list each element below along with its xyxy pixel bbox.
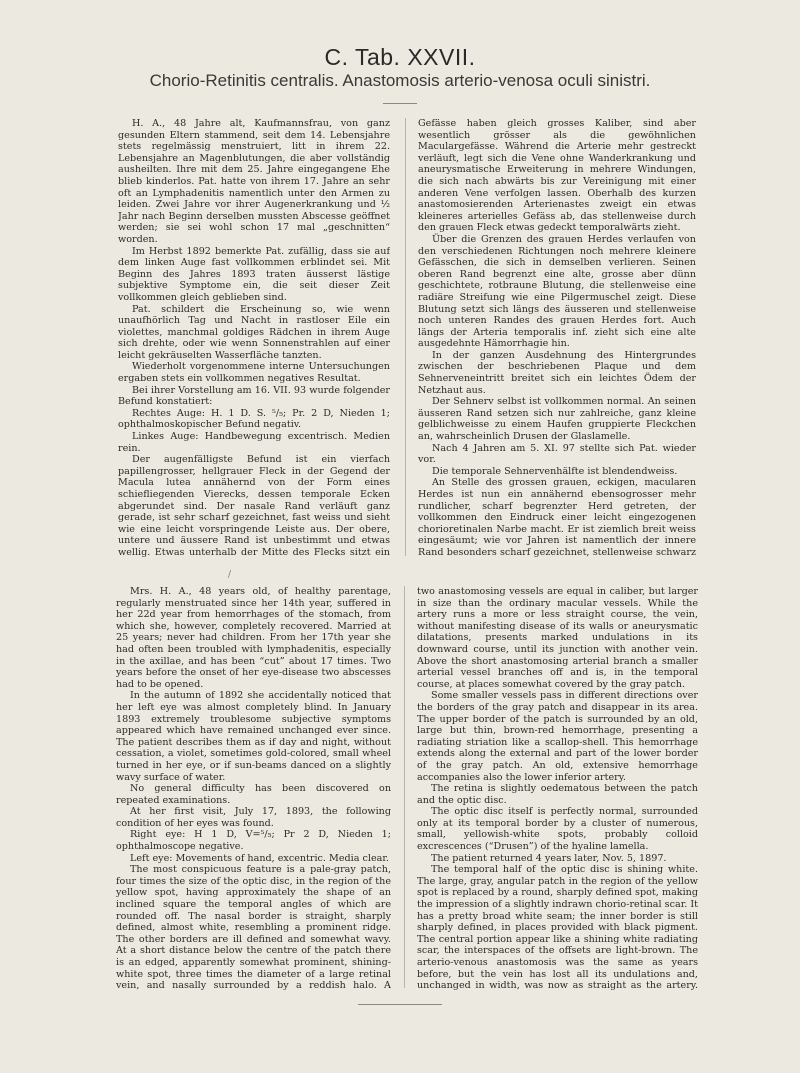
paragraph: In the autumn of 1892 she accidentally noticed that her left eye was almost completely blind. In January 1893 extremely troublesome subjective symptoms appeared which have remained unchanged ever since. The patient describes them as if day and night, without cessation, a violet, sometimes gold-colored, small wheel turned in her eye, or if sun-beams danced on a slightly wavy surface of water. (116, 690, 391, 783)
paragraph: Bei ihrer Vorstellung am 16. VII. 93 wurde folgender Befund konstatiert: (118, 384, 390, 408)
paragraph: The most conspicuous feature is a pale-gray patch, four times the size of the optic disc, in the region of the yellow spot, having approximately the shape of an inclined square the temporal angles of which are rounded off. The nasal border is straight, sharply defined, almost white, resembling a prominent ridge. The other borders are ill defined and somewhat wavy. At a short distance below the centre of the patch there is an edged, apparently somewhat prominent, shining-white spot, three times the diameter of a large retinal vein, and nasally surrounded by a reddish halo. A (116, 864, 391, 990)
plate-title: C. Tab. XXVII. (324, 44, 476, 70)
paragraph: Some smaller vessels pass in different directions over the borders of the gray patch and disappear in its area. The upper border of the patch is surrounded by an old, large but thin, brown-red hemorrhage, presenting a radiating striation like a scallop-shell. This hemorrhage extends along the external and part of the lower border of the gray patch. An old, extensive hemorrhage accompanies also the lower inferior artery. (417, 690, 698, 783)
footer-rule (358, 1004, 442, 1005)
german-left-column (118, 118, 390, 558)
paragraph: The patient returned 4 years later, Nov. 5, 1897. (431, 852, 667, 864)
paragraph: H. A., 48 Jahre alt, Kaufmannsfrau, von ganz gesunden Eltern stammend, seit dem 14. Lebensjahre stets regelmässig menstruiert, litt in ihrem 22. Lebensjahre an Magenblutungen, die aber vollständig ausheilten. Ihre mit dem 25. Jahre eingegangene Ehe blieb kinderlos. Pat. hatte von ihrem 17. Jahre an sehr oft an Lymphadenitis namentlich unter den Armen zu leiden. Zwei Jahre vor ihrer Augenerkrankung und ½ Jahr nach Beginn derselben mussten Abscesse geöffnet werden; sie sei wohl schon 17 mal „geschnitten“ worden. (118, 118, 390, 245)
column-divider-english (404, 586, 405, 988)
paragraph: No general difficulty has been discovered on repeated examinations. (116, 783, 391, 806)
title-rule (383, 103, 417, 104)
paragraph: two anastomosing vessels are equal in caliber, but larger in size than the ordinary macular vessels. While the artery runs a more or less straight course, the vein, without manifesting disease of its walls or aneurysmatic dilatations, presents marked undulations in its downward course, until its junction with another vein. Above the short anastomosing arterial branch a smaller arterial vessel branches off and is, in the temporal course, at places somewhat covered by the gray patch. (417, 586, 698, 690)
german-right-column (418, 118, 696, 558)
paragraph: Linkes Auge: Handbewegung excentrisch. Medien rein. (118, 431, 390, 454)
paragraph: Nach 4 Jahren am 5. XI. 97 stellte sich Pat. wieder vor. (418, 442, 696, 466)
paragraph: Der Sehnerv selbst ist vollkommen normal. An seinen äusseren Rand setzen sich nur zahlreiche, ganz kleine gelblichweisse zu einem Haufen gruppierte Fleckchen an, wahrscheinlich Drusen der Glaslamelle. (418, 396, 696, 443)
paragraph: Im Herbst 1892 bemerkte Pat. zufällig, dass sie auf dem linken Auge fast vollkommen erblindet sei. Mit Beginn des Jahres 1893 traten äusserst lästige subjektive Symptome ein, die seit dieser Zeit vollkommen gleich geblieben sind. (118, 245, 390, 303)
paragraph: Left eye: Movements of hand, excentric. Media clear. (130, 852, 389, 864)
paragraph: Right eye: H 1 D, V=⁵/₅; Pr 2 D, Nieden 1; ophthalmoscope negative. (116, 829, 391, 853)
column-divider-german (405, 118, 406, 556)
margin-mark: / (228, 570, 232, 580)
paragraph: In der ganzen Ausdehnung des Hintergrundes zwischen der beschriebenen Plaque und dem Sehnerveneintritt breitet sich ein leichtes Ödem der Netzhaut aus. (418, 349, 696, 396)
paragraph: Die temporale Sehnervenhälfte ist blendendweiss. (432, 465, 678, 477)
paragraph: Über die Grenzen des grauen Herdes verlaufen von den verschiedenen Richtungen noch mehrere kleinere Gefässchen, die sich in demselben verlieren. Seinen oberen Rand begrenzt eine alte, grosse aber dünn geschichtete, rotbraune Blutung, die stellenweise eine radiäre Streifung wie eine Pilgermuschel zeigt. Diese Blutung setzt sich längs des äusseren und stellenweise noch unteren Randes des grauen Herdes fort. Auch längs der Arteria temporalis inf. zieht sich eine alte ausgedehnte Hämorrhagie hin. (418, 233, 696, 350)
plate-subtitle: Chorio-Retinitis centralis. Anastomosis arterio-venosa oculi sinistri. (149, 71, 651, 90)
paragraph: Der augenfälligste Befund ist ein vierfach papillengrosser, hellgrauer Fleck in der Gegend der Macula lutea annähernd von der Form eines schiefliegenden Vierecks, dessen temporale Ecken abgerundet sind. Der nasale Rand verläuft ganz gerade, ist sehr scharf gezeichnet, fast weiss und sieht wie eine leicht vorspringende Leiste aus. Der obere, untere und äussere Rand ist unbestimmt und etwas wellig. Etwas unterhalb der Mitte des Flecks sitzt ein (118, 454, 390, 558)
paragraph: Mrs. H. A., 48 years old, of healthy parentage, regularly menstruated since her 14th year, suffered in her 22d year from hemorrhages of the stomach, from which she, however, completely recovered. Married at 25 years; never had children. From her 17th year she had often been troubled with lymphadenitis, especially in the axillae, and has been “cut” about 17 times. Two years before the onset of her eye-disease two abscesses had to be opened. (116, 586, 391, 690)
paragraph: Gefässe haben gleich grosses Kaliber, sind aber wesentlich grösser als die gewöhnlichen Maculargefässe. Während die Arterie mehr gestreckt verläuft, legt sich die Vene ohne Wanderkrankung und aneurysmatische Erweiterung in mehrere Windungen, die sich nach abwärts bis zur Vereinigung mit einer anderen Vene verfolgen lassen. Oberhalb des kurzen anastomosierenden Arterienastes zweigt ein etwas kleineres arterielles Gefäss ab, das stellenweise durch den grauen Fleck etwas gedeckt temporalwärts zieht. (418, 118, 696, 234)
paragraph: The optic disc itself is perfectly normal, surrounded only at its temporal border by a cluster of numerous, small, yellowish-white spots, probably colloid excrescences (“Drusen”) of the hyaline lamella. (417, 806, 698, 853)
english-right-column (417, 586, 698, 990)
paragraph: The temporal half of the optic disc is shining white. The large, gray, angular patch in the region of the yellow spot is replaced by a round, sharply defined spot, making the impression of a slightly indrawn chorio-retinal scar. It has a pretty broad white seam; the inner border is still sharply defined, in places provided with black pigment. The central portion appear like a shining white radiating scar, the interspaces of the offsets are light-brown. The arterio-venous anastomosis was the same as years before, but the vein has lost all its undulations and, unchanged in width, was now as straight as the artery. (417, 864, 698, 990)
paragraph: Rechtes Auge: H. 1 D. S. ⁵/₅; Pr. 2 D, Nieden 1; ophthalmoskopischer Befund negativ. (118, 407, 390, 431)
paragraph: At her first visit, July 17, 1893, the following condition of her eyes was found. (116, 806, 391, 829)
paragraph: An Stelle des grossen grauen, eckigen, macularen Herdes ist nun ein annähernd ebensogrosser mehr rundlicher, scharf begrenzter Herd getreten, der vollkommen den Eindruck einer leicht eingezogenen chorioretinalen Narbe macht. Er ist ziemlich breit weiss eingesäumt; wie vor Jahren ist namentlich der innere Rand besonders scharf gezeichnet, stellenweise schwarz (418, 477, 696, 558)
paragraph: Pat. schildert die Erscheinung so, wie wenn unaufhörlich Tag und Nacht in rastloser Eile ein violettes, manchmal goldiges Rädchen in ihrem Auge sich drehte, oder wie wenn Sonnenstrahlen auf einer leicht gekräuselten Wasserfläche tanzten. (118, 303, 390, 361)
paragraph: Wiederholt vorgenommene interne Untersuchungen ergaben stets ein vollkommen negatives Resultat. (118, 361, 390, 385)
english-left-column (116, 586, 391, 990)
paragraph: The retina is slightly oedematous between the patch and the optic disc. (417, 783, 698, 806)
